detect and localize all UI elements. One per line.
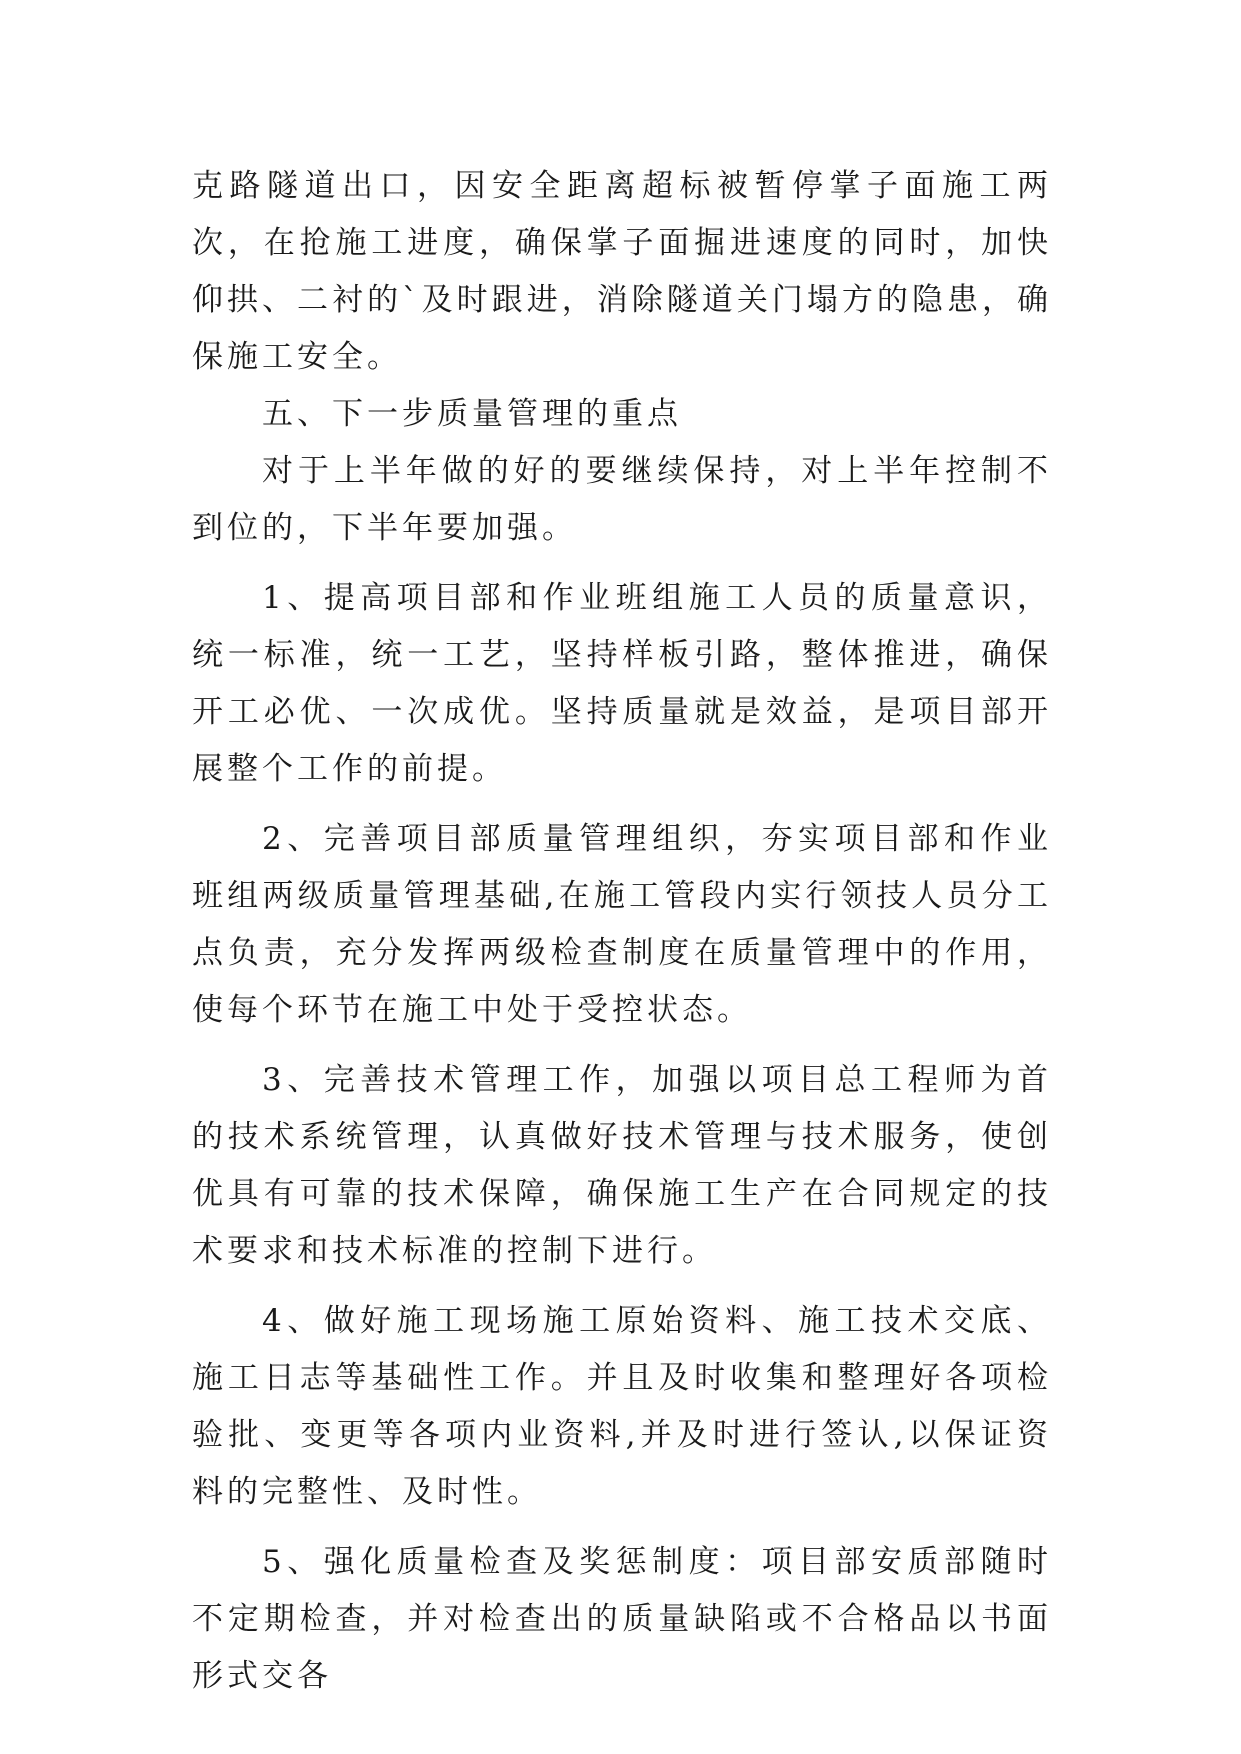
document-body [192,158,1052,1705]
section-heading: 五、下一步质量管理的重点 [262,396,682,432]
paragraph-intro: 对于上半年做的好的要继续保持，对上半年控制不到位的，下半年要加强。 [192,453,1052,546]
list-item-4: 4、做好施工现场施工原始资料、施工技术交底、施工日志等基础性工作。并且及时收集和整理好各项检验批、变更等各项内业资料,并及时进行签认,以保证资料的完整性、及时性。 [192,1303,1052,1510]
list-item-2: 2、完善项目部质量管理组织，夯实项目部和作业班组两级质量管理基础,在施工管段内实行领技人员分工点负责，充分发挥两级检查制度在质量管理中的作用，使每个环节在施工中处于受控状态。 [192,821,1052,1028]
paragraph-continuation: 克路隧道出口，因安全距离超标被暂停掌子面施工两次，在抢施工进度，确保掌子面掘进速度的同时，加快仰拱、二衬的`及时跟进，消除隧道关门塌方的隐患，确保施工安全。 [192,168,1052,375]
list-item-1: 1、提高项目部和作业班组施工人员的质量意识，统一标准，统一工艺，坚持样板引路，整体推进，确保开工必优、一次成优。坚持质量就是效益，是项目部开展整个工作的前提。 [192,580,1052,787]
list-item-3: 3、完善技术管理工作，加强以项目总工程师为首的技术系统管理，认真做好技术管理与技术服务，使创优具有可靠的技术保障，确保施工生产在合同规定的技术要求和技术标准的控制下进行。 [192,1062,1052,1269]
list-item-5: 5、强化质量检查及奖惩制度：项目部安质部随时不定期检查，并对检查出的质量缺陷或不合格品以书面形式交各 [192,1544,1052,1694]
